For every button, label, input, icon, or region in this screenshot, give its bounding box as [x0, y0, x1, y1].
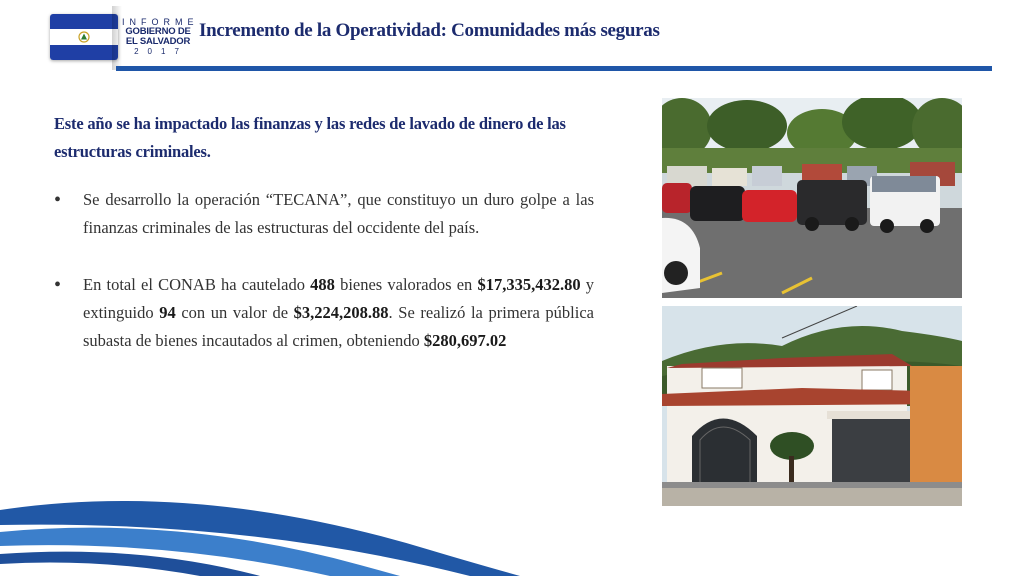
bullet-dot-icon: • [54, 189, 62, 211]
extinguished-value: $3,224,208.88 [293, 303, 389, 322]
logo-divider [112, 6, 122, 70]
text-segment: bienes valorados en [334, 275, 478, 294]
extinguished-count: 94 [159, 303, 176, 322]
bienes-count: 488 [310, 275, 335, 294]
bullet-text: Se desarrollo la operación “TECANA”, que constituyo un duro golpe a las finanzas criminales de las estructuras del occidente del país. [83, 190, 594, 237]
text-segment: y extinguido [83, 275, 594, 322]
coat-of-arms-icon [78, 31, 90, 43]
bullet-item-conab [54, 271, 594, 355]
bullet-item-tecana [54, 186, 594, 242]
logo-line-year: 2017 [134, 47, 188, 56]
text-segment: . Se realizó la primera pública subasta de bienes incautados al crimen, obteniendo [83, 303, 594, 350]
text-segment: con un valor de [175, 303, 294, 322]
flag-band-top [50, 14, 118, 29]
logo-line-elsalvador: EL SALVADOR [125, 36, 191, 47]
auction-proceeds: $280,697.02 [423, 331, 507, 350]
text-segment: En total el CONAB ha cautelado [83, 275, 311, 294]
page-title: Incremento de la Operatividad: Comunidades más seguras [199, 20, 660, 41]
el-salvador-flag [50, 14, 118, 60]
logo-line-informe: INFORME [122, 17, 199, 27]
informe-logo [122, 17, 199, 56]
header-rule [116, 66, 992, 71]
decorative-swoosh [0, 470, 560, 576]
bullet-text [83, 271, 594, 355]
bienes-value: $17,335,432.80 [477, 275, 581, 294]
seized-house-photo [662, 306, 962, 506]
lead-paragraph: Este año se ha impactado las finanzas y las redes de lavado de dinero de las estructuras criminales. [54, 114, 566, 161]
logo-line-gobierno: GOBIERNO DE [125, 26, 191, 37]
seized-vehicles-photo [662, 98, 962, 298]
bullet-dot-icon: • [54, 274, 62, 296]
flag-band-bottom [50, 45, 118, 60]
